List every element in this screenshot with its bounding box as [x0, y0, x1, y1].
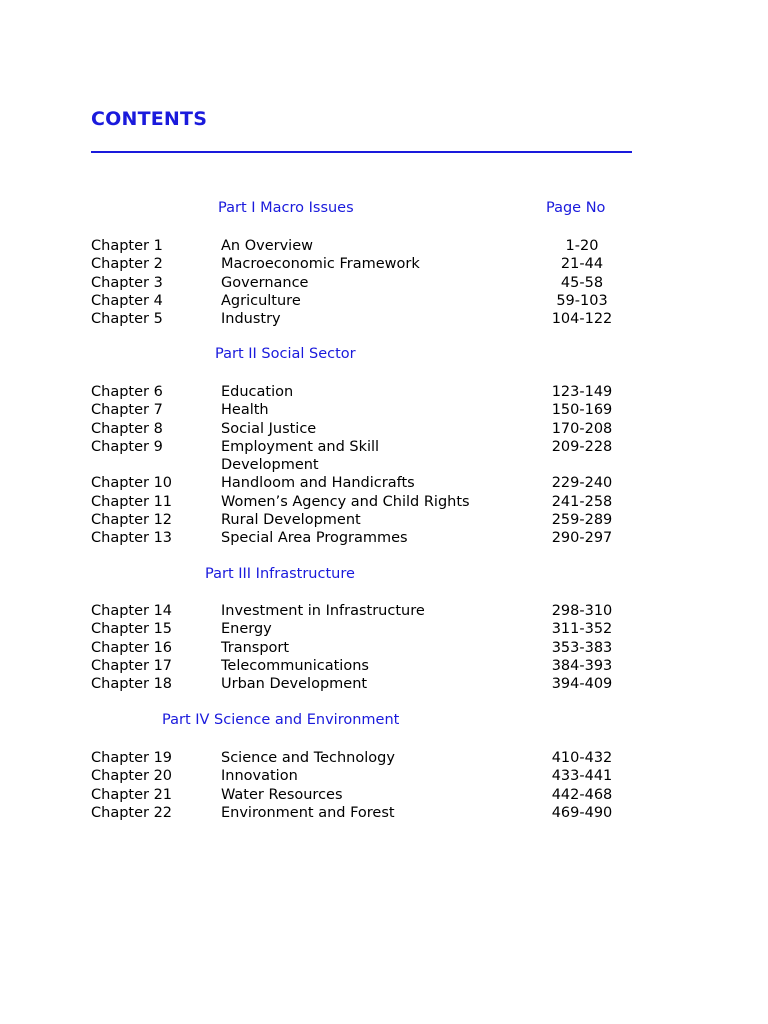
chapter-title: Employment and Skill Development: [221, 438, 380, 474]
chapter-number: Chapter 15: [91, 621, 173, 638]
chapter-number: Chapter 1: [91, 238, 163, 254]
chapter-number: Chapter 3: [91, 274, 163, 291]
chapter-number: Chapter 22: [91, 804, 173, 821]
chapter-title: Industry: [221, 311, 281, 328]
table-row: [0, 383, 768, 401]
page-range: 433-441: [551, 768, 613, 785]
page-range: 150-169: [551, 402, 613, 419]
chapter-group: [0, 602, 768, 693]
contents-title: CONTENTS: [91, 108, 208, 130]
page-range: 394-409: [551, 676, 613, 693]
page-range: 384-393: [551, 657, 613, 674]
chapter-title: Water Resources: [221, 786, 343, 803]
chapter-title: Telecommunications: [221, 657, 369, 674]
part-heading: Part III Infrastructure: [205, 566, 355, 582]
title-underline: [91, 151, 632, 153]
chapter-title: Investment in Infrastructure: [221, 603, 425, 619]
chapter-group: [0, 749, 768, 822]
chapter-title: Special Area Programmes: [221, 530, 408, 547]
page-range: 21-44: [560, 256, 604, 273]
page-range: 469-490: [551, 804, 613, 821]
chapter-title: Education: [221, 384, 294, 400]
table-row: [0, 274, 768, 292]
page-range: 298-310: [551, 603, 613, 619]
page-range: 209-228: [551, 438, 613, 455]
chapter-group: [0, 237, 768, 328]
table-row: [0, 237, 768, 255]
table-row: [0, 255, 768, 273]
chapter-number: Chapter 11: [91, 493, 173, 510]
chapter-number: Chapter 12: [91, 512, 173, 529]
table-row: [0, 749, 768, 767]
part-heading: Part IV Science and Environment: [162, 712, 400, 728]
chapter-title: Macroeconomic Framework: [221, 256, 420, 273]
chapter-title: Handloom and Handicrafts: [221, 475, 415, 492]
page-range: 311-352: [551, 621, 613, 638]
page-range: 410-432: [551, 750, 613, 766]
chapter-number: Chapter 13: [91, 530, 173, 547]
chapter-number: Chapter 4: [91, 292, 163, 309]
table-row: [0, 639, 768, 657]
page-range: 45-58: [560, 274, 604, 291]
chapter-title: Innovation: [221, 768, 298, 785]
table-row: [0, 786, 768, 804]
page-range: 353-383: [551, 639, 613, 656]
chapter-number: Chapter 10: [91, 475, 173, 492]
table-row: [0, 401, 768, 419]
page-range: 259-289: [551, 512, 613, 529]
part-heading: Part II Social Sector: [215, 346, 356, 362]
chapter-number: Chapter 5: [91, 311, 163, 328]
chapter-number: Chapter 18: [91, 676, 173, 693]
chapter-number: Chapter 7: [91, 402, 163, 419]
chapter-number: Chapter 16: [91, 639, 173, 656]
chapter-title: Rural Development: [221, 512, 361, 529]
chapter-title: Governance: [221, 274, 309, 291]
table-row: [0, 602, 768, 620]
table-row: [0, 804, 768, 822]
chapter-number: Chapter 9: [91, 438, 163, 455]
page-range: 170-208: [551, 420, 613, 437]
table-row: [0, 474, 768, 492]
chapter-title: Social Justice: [221, 420, 317, 437]
page-range: 442-468: [551, 786, 613, 803]
chapter-title: Women’s Agency and Child Rights: [221, 493, 470, 510]
chapter-title: Energy: [221, 621, 272, 638]
chapter-number: Chapter 2: [91, 256, 163, 273]
table-row: [0, 529, 768, 547]
table-row: [0, 438, 768, 475]
part-heading: Part I Macro Issues: [218, 200, 354, 216]
table-row: [0, 511, 768, 529]
chapter-number: Chapter 19: [91, 750, 173, 766]
page-range: 241-258: [551, 493, 613, 510]
page-range: 104-122: [551, 311, 613, 328]
chapter-group: [0, 383, 768, 548]
chapter-title: Urban Development: [221, 676, 368, 693]
chapter-title: An Overview: [221, 238, 313, 254]
table-row: [0, 620, 768, 638]
chapter-title: Science and Technology: [221, 750, 395, 766]
chapter-title: Environment and Forest: [221, 804, 395, 821]
chapter-number: Chapter 8: [91, 420, 163, 437]
page-range: 123-149: [551, 384, 613, 400]
table-row: [0, 310, 768, 328]
chapter-number: Chapter 20: [91, 768, 173, 785]
chapter-title: Agriculture: [221, 292, 301, 309]
chapter-title: Health: [221, 402, 269, 419]
chapter-number: Chapter 21: [91, 786, 173, 803]
chapter-title: Transport: [221, 639, 290, 656]
page-range: 1-20: [565, 238, 599, 254]
page-no-heading: Page No: [546, 200, 606, 216]
chapter-number: Chapter 17: [91, 657, 173, 674]
table-row: [0, 657, 768, 675]
page-range: 229-240: [551, 475, 613, 492]
table-row: [0, 767, 768, 785]
page-range: 290-297: [551, 530, 613, 547]
table-row: [0, 675, 768, 693]
chapter-number: Chapter 14: [91, 603, 173, 619]
table-row: [0, 493, 768, 511]
page-range: 59-103: [556, 292, 608, 309]
chapter-number: Chapter 6: [91, 384, 163, 400]
table-row: [0, 292, 768, 310]
table-row: [0, 420, 768, 438]
